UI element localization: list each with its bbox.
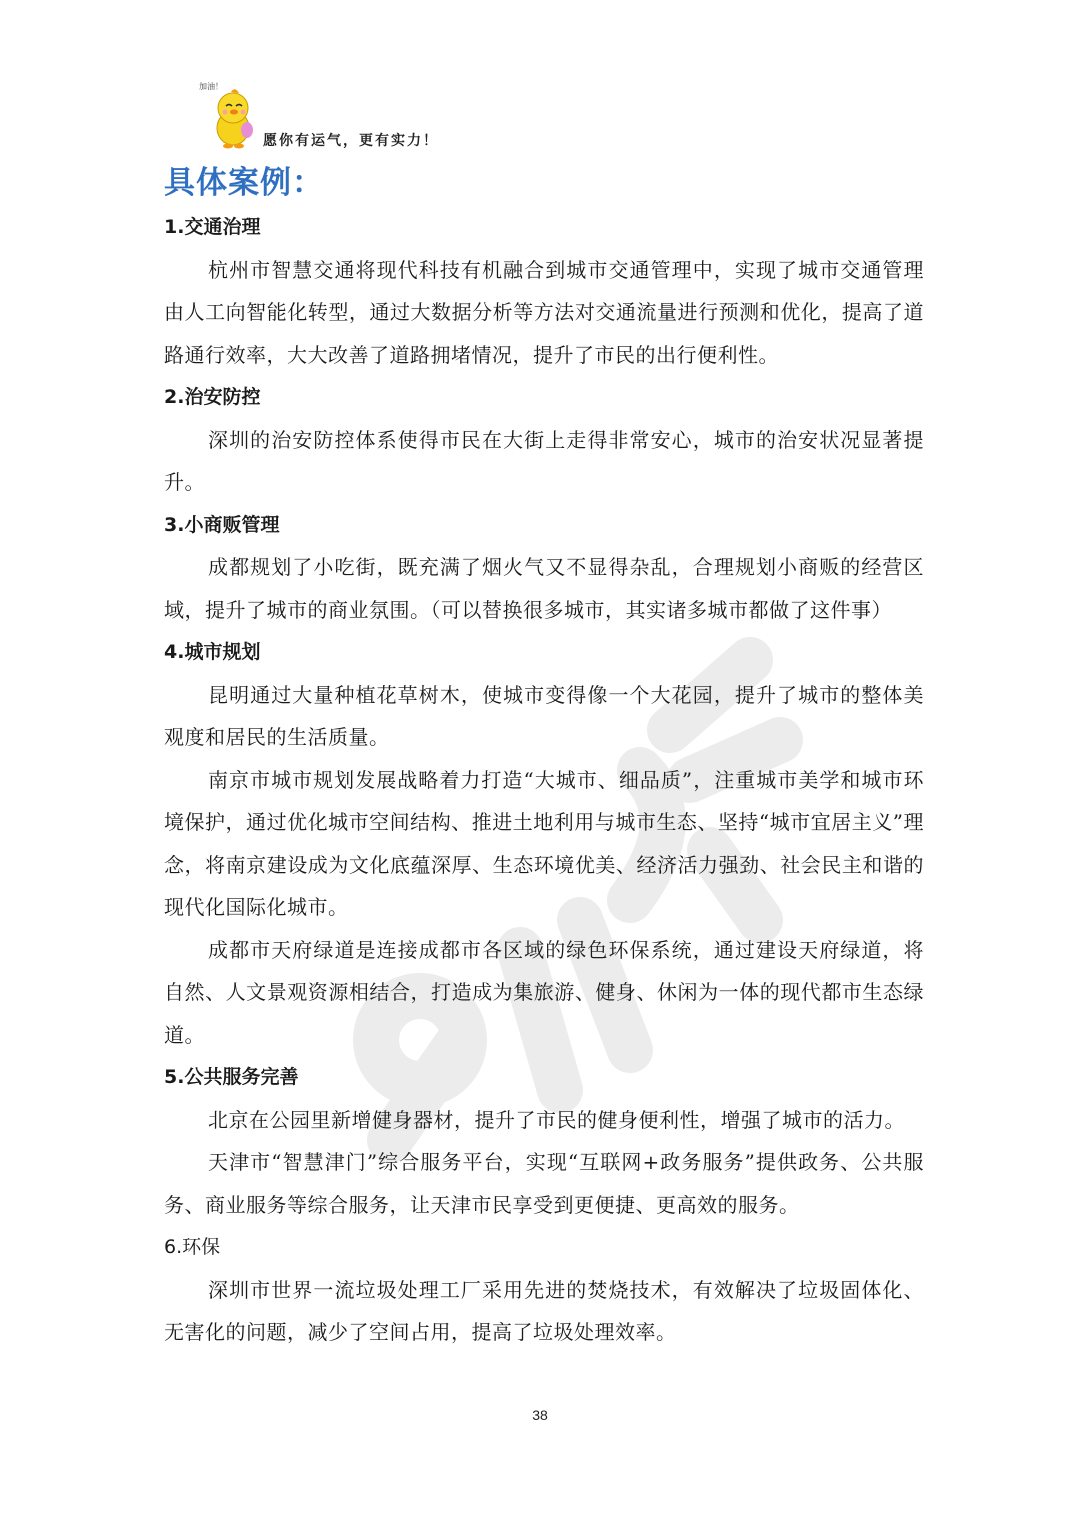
svg-text:加油！: 加油！ [199,82,223,91]
paragraph: 深圳市世界一流垃圾处理工厂采用先进的焚烧技术，有效解决了垃圾固体化、无害化的问题，减少了空间占用，提高了垃圾处理效率。 [164,1277,924,1344]
section-heading: 4.城市规划 [164,641,261,663]
paragraph: 成都规划了小吃街，既充满了烟火气又不显得杂乱，合理规划小商贩的经营区域，提升了城市的商业氛围。（可以替换很多城市，其实诸多城市都做了这件事） [164,555,924,622]
motto-text: 愿你有运气，更有实力！ [263,133,439,149]
section-security [164,376,924,504]
page-header [195,78,495,158]
section-planning [164,631,924,1056]
page-title: 具体案例： [164,165,324,201]
section-heading: 6.环保 [164,1236,221,1258]
paragraph: 昆明通过大量种植花草树木，使城市变得像一个大花园，提升了城市的整体美观度和居民的生活质量。 [164,682,924,749]
section-heading: 1.交通治理 [164,216,261,238]
section-heading: 3.小商贩管理 [164,513,280,536]
paragraph: 杭州市智慧交通将现代科技有机融合到城市交通管理中，实现了城市交通管理由人工向智能化转型，通过大数据分析等方法对交通流量进行预测和优化，提高了道路通行效率，大大改善了道路拥堵情况，提升了市民的出行便利性。 [164,257,924,367]
paragraph: 北京在公园里新增健身器材，提升了市民的健身便利性，增强了城市的活力。 [208,1107,905,1132]
page-number: 38 [532,1407,548,1423]
chick-mascot-icon [195,78,257,150]
main-content [164,160,924,1354]
paragraph: 南京市城市规划发展战略着力打造“大城市、细品质”，注重城市美学和城市环境保护，通过优化城市空间结构、推进土地利用与城市生态、坚持“城市宜居主义”理念，将南京建设成为文化底蕴深厚、生态环境优美、经济活力强劲、社会民主和谐的现代化国际化城市。 [164,767,924,919]
section-environment [164,1226,924,1354]
section-vendors [164,504,924,632]
paragraph: 成都市天府绿道是连接成都市各区域的绿色环保系统，通过建设天府绿道，将自然、人文景观资源相结合，打造成为集旅游、健身、休闲为一体的现代都市生态绿道。 [164,937,924,1047]
section-traffic [164,206,924,376]
section-public-service [164,1056,924,1226]
paragraph: 天津市“智慧津门”综合服务平台，实现“互联网+政务服务”提供政务、公共服务、商业服务等综合服务，让天津市民享受到更便捷、更高效的服务。 [164,1150,924,1217]
paragraph: 深圳的治安防控体系使得市民在大街上走得非常安心，城市的治安状况显著提升。 [164,427,924,494]
section-heading: 5.公共服务完善 [164,1066,299,1088]
section-heading: 2.治安防控 [164,386,261,408]
